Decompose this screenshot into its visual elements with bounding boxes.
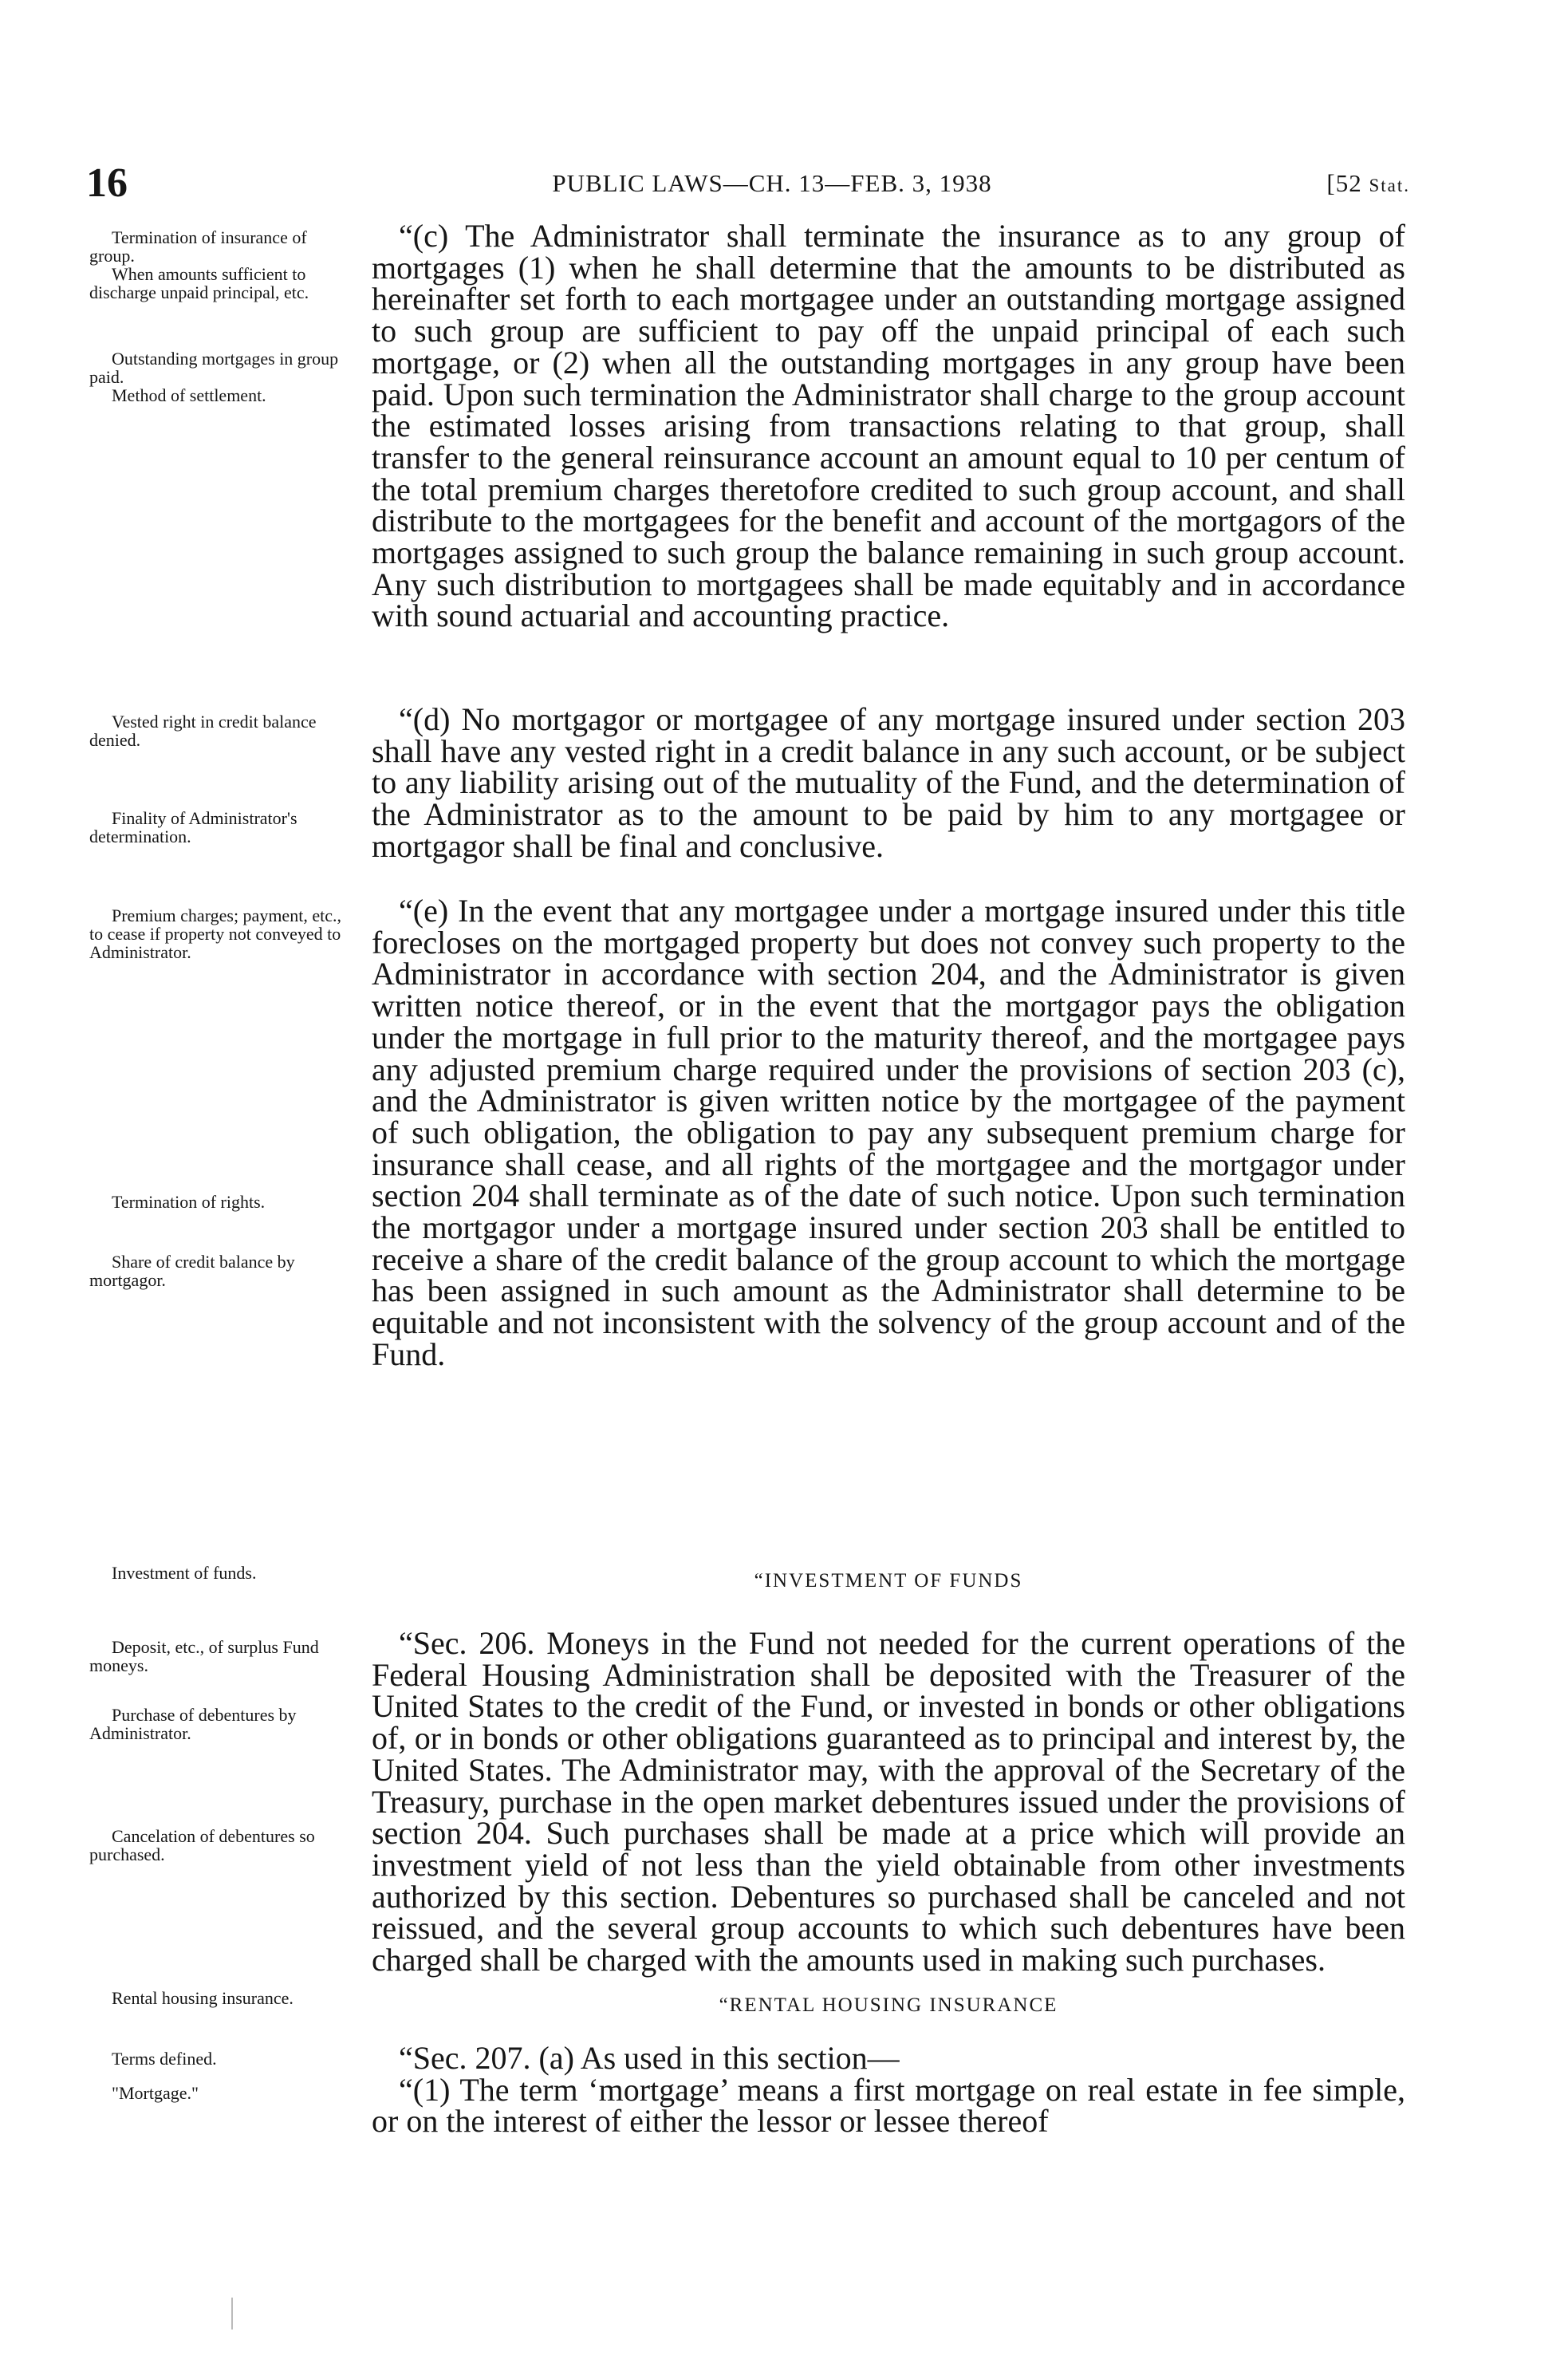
margin-note-line: Finality of Administrator's determination. (89, 808, 297, 846)
margin-note-line: Purchase of debentures by Administrator. (89, 1705, 297, 1743)
margin-note (89, 1253, 353, 1289)
margin-note-line: When amounts sufficient to discharge unpaid principal, etc. (89, 264, 309, 302)
margin-note-line: Share of credit balance by mortgagor. (89, 1252, 295, 1290)
margin-note (89, 2084, 353, 2102)
margin-note (89, 2049, 353, 2068)
margin-note (89, 228, 353, 302)
margin-note (89, 1564, 353, 1582)
margin-note (89, 1989, 353, 2007)
statute-abbrev: Stat. (1369, 176, 1410, 195)
margin-note-line: Investment of funds. (112, 1563, 257, 1583)
margin-note (89, 1638, 353, 1675)
paragraph-d (372, 701, 1405, 864)
running-head-title: PUBLIC LAWS—CH. 13—FEB. 3, 1938 (552, 169, 992, 197)
section-206 (372, 1627, 1405, 1976)
margin-note (89, 1827, 353, 1864)
page-number: 16 (86, 160, 128, 206)
section-207 (372, 2040, 1405, 2140)
margin-note-line: Deposit, etc., of surplus Fund moneys. (89, 1637, 319, 1675)
margin-note-line: Outstanding mortgages in group paid. (89, 349, 339, 387)
margin-note (89, 809, 353, 846)
margin-note-line: Premium charges; payment, etc., to cease if property not conveyed to Administrator. (89, 905, 341, 962)
margin-note (89, 349, 353, 404)
statute-reference (1326, 169, 1410, 198)
margin-note (89, 1193, 353, 1211)
margin-note-line: "Mortgage." (112, 2083, 199, 2103)
section-heading-investment: “INVESTMENT OF FUNDS (754, 1570, 1023, 1592)
running-head (86, 160, 1410, 207)
margin-note (89, 712, 353, 749)
paragraph-text: “(1) The term ‘mortgage’ means a first mortgage on real estate in fee simple, or on the interest of either the lessor or lessee thereof (372, 2071, 1405, 2140)
margin-note-line: Method of settlement. (112, 385, 266, 405)
margin-note (89, 1706, 353, 1742)
scan-mark (231, 2298, 233, 2329)
paragraph-text: “(e) In the event that any mortgagee under a mortgage insured under this title forecloses on the mortgaged property but does not convey such property to the Administrator in accordance with section 204, and the Administrator is given written notice thereof, or in the event that the mortgagor pays the obligation under the mortgage in full prior to the maturity thereof, and the mortgagee pays any adjusted premium charge required under the provisions of section 203 (c), and the Administrator is given written notice by the mortgagee of the payment of such obligation, the obligation to pay any subsequent premium charge for insurance shall cease, and all rights of the mortgagee and the mortgagor under section 204 shall terminate as of the date of such notice. Upon such termination the mortgagor under a mortgage insured under section 203 shall be entitled to receive a share of the credit balance of the group account to which the mortgage has been assigned in such amount as the Administrator shall determine to be equitable and not inconsistent with the solvency of the group account and of the Fund. (372, 893, 1405, 1372)
paragraph-text: “Sec. 207. (a) As used in this section— (399, 2040, 900, 2076)
paragraph-e (372, 895, 1405, 1371)
margin-note-line: Vested right in credit balance denied. (89, 712, 317, 750)
margin-note-line: Termination of rights. (112, 1192, 266, 1212)
section-heading-rental: “RENTAL HOUSING INSURANCE (719, 1994, 1058, 2016)
margin-note (89, 906, 353, 961)
paragraph-text: “(d) No mortgagor or mortgagee of any mortgage insured under section 203 shall have any vested right in a credit balance in any such account, or be subject to any liability arising out of the mutuality of the Fund, and the determination of the Administrator as to the amount to be paid by him to any mortgagee or mortgagor shall be final and conclusive. (372, 701, 1405, 864)
statute-prefix: [52 (1326, 169, 1369, 197)
paragraph-text: “(c) The Administrator shall terminate the insurance as to any group of mortgages (1) when he shall determine that the amounts to be distributed as hereinafter set forth to each mortgagee under an outstanding mortgage assigned to such group are sufficient to pay off the unpaid principal of each such mortgage, or (2) when all the outstanding mortgages in any group have been paid. Upon such termination the Administrator shall charge to the group account the estimated losses arising from transactions relating to that group, shall transfer to the general reinsurance account an amount equal to 10 per centum of the total premium charges theretofore credited to such group account, and shall distribute to the mortgagees for the benefit and account of the mortgagors of the mortgages assigned to such group the balance remaining in such group account. Any such distribution to mortgagees shall be made equitably and in accordance with sound actuarial and accounting practice. (372, 218, 1405, 634)
margin-note-line: Rental housing insurance. (112, 1988, 294, 2008)
margin-note-line: Cancelation of debentures so purchased. (89, 1826, 315, 1864)
margin-note-line: Termination of insurance of group. (89, 227, 307, 266)
paragraph-c (372, 220, 1405, 632)
paragraph-text: “Sec. 206. Moneys in the Fund not needed for the current operations of the Federal Housing Administration shall be deposited with the Treasurer of the United States to the credit of the Fund, or invested in bonds or other obligations of, or in bonds or other obligations guaranteed as to principal and interest by, the United States. The Administrator may, with the approval of the Secretary of the Treasury, purchase in the open market debentures issued under the provisions of section 204. Such purchases shall be made at a price which will provide an investment yield of not less than the yield obtainable from other investments authorized by this section. Debentures so purchased shall be canceled and not reissued, and the several group accounts to which such debentures have been charged shall be charged with the amounts used in making such purchases. (372, 1625, 1405, 1978)
margin-note-line: Terms defined. (112, 2049, 217, 2069)
